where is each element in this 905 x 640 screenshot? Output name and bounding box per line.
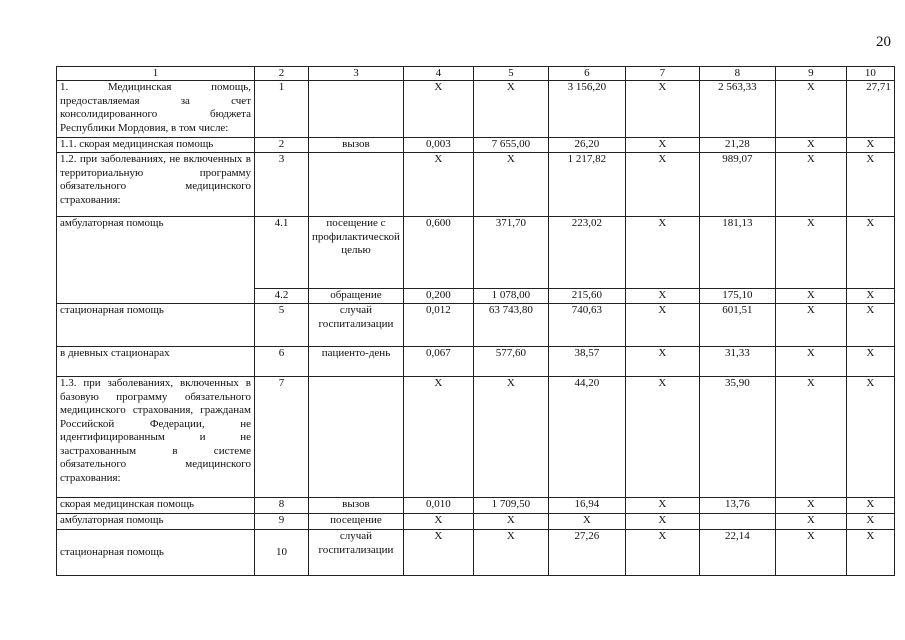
table-row — [57, 377, 895, 498]
header-row — [57, 67, 895, 81]
row-description: амбулаторная помощь — [57, 217, 255, 304]
table-row — [57, 530, 895, 576]
cell-col9: Х — [775, 498, 846, 514]
cell-col8: 181,13 — [699, 217, 775, 289]
row-unit: посещение с профилактической целью — [309, 217, 404, 289]
cell-col6: 44,20 — [548, 377, 625, 498]
cell-col5: 7 655,00 — [473, 138, 548, 153]
cell-col9: Х — [775, 530, 846, 576]
cell-col6: 27,26 — [548, 530, 625, 576]
cell-col7: Х — [625, 514, 699, 530]
cell-col4: 0,600 — [403, 217, 473, 289]
cell-col6: 215,60 — [548, 289, 625, 304]
row-unit: посещение — [309, 514, 404, 530]
row-unit — [309, 377, 404, 498]
cell-col9: Х — [775, 138, 846, 153]
cell-col7: Х — [625, 304, 699, 347]
header-cell: 3 — [309, 67, 404, 81]
cell-col5: 371,70 — [473, 217, 548, 289]
cell-col9: Х — [775, 81, 846, 138]
row-description: 1. Медицинская помощь, предоставляемая за счет консолидированного бюджета Республики Мордовия, в том числе: — [57, 81, 255, 138]
cell-col9: Х — [775, 304, 846, 347]
page-number: 20 — [876, 34, 891, 50]
cell-col9: Х — [775, 514, 846, 530]
row-unit: случай госпитализации — [309, 304, 404, 347]
header-cell: 8 — [699, 67, 775, 81]
cell-col7: Х — [625, 217, 699, 289]
cell-col9: Х — [775, 153, 846, 217]
header-cell: 10 — [846, 67, 894, 81]
cell-col6: 26,20 — [548, 138, 625, 153]
cell-col7: Х — [625, 498, 699, 514]
cell-col10: Х — [846, 138, 894, 153]
row-number: 5 — [255, 304, 309, 347]
cell-col5: Х — [473, 81, 548, 138]
row-number: 4.2 — [255, 289, 309, 304]
row-number: 10 — [255, 530, 309, 576]
cell-col10: 27,71 — [846, 81, 894, 138]
cell-col4: 0,003 — [403, 138, 473, 153]
cell-col8: 35,90 — [699, 377, 775, 498]
cell-col4: Х — [403, 377, 473, 498]
cell-col8: 989,07 — [699, 153, 775, 217]
cell-col8 — [699, 514, 775, 530]
cell-col10: Х — [846, 347, 894, 377]
cell-col5: Х — [473, 514, 548, 530]
cell-col5: Х — [473, 530, 548, 576]
cell-col5: 577,60 — [473, 347, 548, 377]
cell-col5: Х — [473, 153, 548, 217]
cell-col6: 223,02 — [548, 217, 625, 289]
row-unit: случай госпитализации — [309, 530, 404, 576]
cell-col8: 13,76 — [699, 498, 775, 514]
cell-col10: Х — [846, 153, 894, 217]
cell-col4: 0,067 — [403, 347, 473, 377]
cell-col4: 0,012 — [403, 304, 473, 347]
row-unit: пациенто-день — [309, 347, 404, 377]
row-unit — [309, 153, 404, 217]
cell-col9: Х — [775, 347, 846, 377]
row-number: 8 — [255, 498, 309, 514]
table-row — [57, 347, 895, 377]
cell-col5: Х — [473, 377, 548, 498]
cell-col8: 175,10 — [699, 289, 775, 304]
row-number: 1 — [255, 81, 309, 138]
cell-col4: Х — [403, 153, 473, 217]
cell-col10: Х — [846, 289, 894, 304]
table-row — [57, 81, 895, 138]
table-row — [57, 498, 895, 514]
header-cell: 7 — [625, 67, 699, 81]
header-cell: 4 — [403, 67, 473, 81]
table-row — [57, 217, 895, 289]
cell-col9: Х — [775, 377, 846, 498]
cell-col9: Х — [775, 217, 846, 289]
row-number: 7 — [255, 377, 309, 498]
row-description: 1.3. при заболеваниях, включенных в базовую программу обязательного медицинского страхования, гражданам Российской Федерации, не идентифицированным и не застрахованным в системе обязательного медицинского страхования: — [57, 377, 255, 498]
cell-col8: 21,28 — [699, 138, 775, 153]
cell-col9: Х — [775, 289, 846, 304]
cell-col10: Х — [846, 498, 894, 514]
cell-col5: 1 709,50 — [473, 498, 548, 514]
row-unit: вызов — [309, 498, 404, 514]
cell-col10: Х — [846, 530, 894, 576]
row-description: скорая медицинская помощь — [57, 498, 255, 514]
cell-col6: 1 217,82 — [548, 153, 625, 217]
cell-col8: 22,14 — [699, 530, 775, 576]
row-number: 2 — [255, 138, 309, 153]
financing-table — [56, 66, 895, 576]
header-cell: 2 — [255, 67, 309, 81]
cell-col4: 0,010 — [403, 498, 473, 514]
cell-col4: Х — [403, 530, 473, 576]
cell-col7: Х — [625, 138, 699, 153]
row-description: амбулаторная помощь — [57, 514, 255, 530]
cell-col6: 3 156,20 — [548, 81, 625, 138]
cell-col10: Х — [846, 217, 894, 289]
cell-col8: 2 563,33 — [699, 81, 775, 138]
cell-col7: Х — [625, 153, 699, 217]
cell-col6: 16,94 — [548, 498, 625, 514]
cell-col8: 601,51 — [699, 304, 775, 347]
header-cell: 5 — [473, 67, 548, 81]
row-description: 1.1. скорая медицинская помощь — [57, 138, 255, 153]
table-row — [57, 138, 895, 153]
cell-col5: 1 078,00 — [473, 289, 548, 304]
row-number: 9 — [255, 514, 309, 530]
row-description: 1.2. при заболеваниях, не включенных в территориальную программу обязательного медицинского страхования: — [57, 153, 255, 217]
row-number: 3 — [255, 153, 309, 217]
cell-col6: 740,63 — [548, 304, 625, 347]
cell-col7: Х — [625, 289, 699, 304]
cell-col4: Х — [403, 81, 473, 138]
cell-col7: Х — [625, 81, 699, 138]
cell-col7: Х — [625, 530, 699, 576]
cell-col7: Х — [625, 347, 699, 377]
header-cell: 9 — [775, 67, 846, 81]
row-unit — [309, 81, 404, 138]
cell-col4: 0,200 — [403, 289, 473, 304]
cell-col10: Х — [846, 377, 894, 498]
row-description: стационарная помощь — [57, 304, 255, 347]
cell-col7: Х — [625, 377, 699, 498]
cell-col6: Х — [548, 514, 625, 530]
row-unit: вызов — [309, 138, 404, 153]
row-number: 6 — [255, 347, 309, 377]
row-description: стационарная помощь — [57, 530, 255, 576]
cell-col5: 63 743,80 — [473, 304, 548, 347]
cell-col6: 38,57 — [548, 347, 625, 377]
row-description: в дневных стационарах — [57, 347, 255, 377]
row-unit: обращение — [309, 289, 404, 304]
table-row — [57, 304, 895, 347]
header-cell: 1 — [57, 67, 255, 81]
cell-col8: 31,33 — [699, 347, 775, 377]
cell-col4: Х — [403, 514, 473, 530]
table-row — [57, 153, 895, 217]
header-cell: 6 — [548, 67, 625, 81]
cell-col10: Х — [846, 304, 894, 347]
row-number: 4.1 — [255, 217, 309, 289]
table-row — [57, 514, 895, 530]
cell-col10: Х — [846, 514, 894, 530]
